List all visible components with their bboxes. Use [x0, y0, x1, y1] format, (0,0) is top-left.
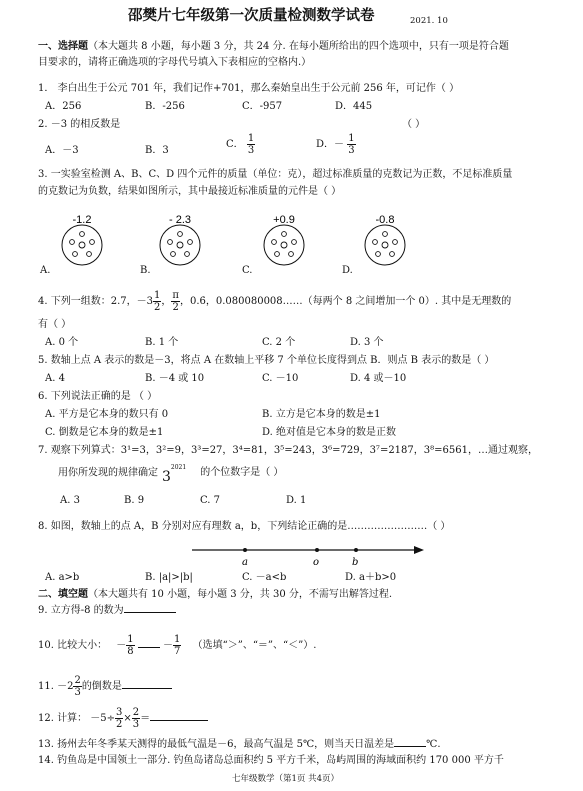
fraction: $\frac{1}{7}$: [174, 634, 181, 657]
answer-blank[interactable]: [122, 688, 172, 689]
page-footer: 七年级数学（第1页 共4页）: [232, 774, 340, 784]
q1-option-d: D．445: [335, 101, 373, 112]
component-c-outline: [264, 225, 304, 265]
q3-option-b: B.: [140, 265, 151, 276]
q1-option-c: C．-957: [242, 101, 283, 112]
section1-intro: 一、选择题（本大题共 8 小题，每小题 3 分，共 24 分. 在每小题所给出的四个选项中，只有一项是符合题: [38, 41, 509, 52]
arrow-right-icon: [414, 546, 424, 554]
q6-stem: 6. 下列说法正确的是 （ ）: [38, 391, 158, 402]
q1-option-a: A．256: [45, 101, 82, 112]
q3-stem-line1: 3. 一实验室检测 A、B、C、D 四个元件的质量（单位：克），超过标准质量的克数记为正数，不足标准质量: [38, 169, 513, 180]
component-hole: [177, 242, 183, 248]
component-hole: [80, 232, 85, 237]
point-a-dot: [243, 548, 247, 552]
component-hole: [272, 240, 277, 245]
component-hole: [376, 252, 381, 257]
q2-stem: 2. －3 的相反数是: [38, 119, 121, 130]
q8-option-b: B. |a|>|b|: [145, 572, 193, 583]
fraction: $\frac{2}{3}$: [74, 675, 81, 698]
q7-option-c: C. 7: [200, 495, 221, 506]
q7-option-d: D. 1: [286, 495, 307, 506]
component-d-value: -0.8: [375, 214, 395, 226]
q11-stem: 11. －2 $\frac{2}{3}$ 的倒数是: [38, 672, 172, 702]
component-a: [62, 214, 102, 265]
q5-option-c: C. －10: [262, 373, 299, 384]
q4-stem-line2: 有（ ）: [38, 319, 72, 330]
q8-option-a: A. a>b: [45, 572, 80, 583]
point-b-label: b: [352, 557, 359, 568]
component-a-outline: [62, 225, 102, 265]
answer-blank[interactable]: [394, 746, 426, 747]
q3-option-c: C.: [242, 265, 253, 276]
q3-option-d: D.: [342, 265, 353, 276]
component-b-outline: [160, 225, 200, 265]
component-hole: [87, 252, 92, 257]
q8-option-d: D. a＋b>0: [345, 572, 397, 583]
q10-stem: 10. 比较大小： － $\frac{1}{8}$ － $\frac{1}{7}$ （选填“＞”、“＝”、“＜”）.: [38, 634, 317, 657]
component-hole: [171, 252, 176, 257]
q14-stem: 14. 钓鱼岛是中国领土一部分. 钓鱼岛诸岛总面积约 5 平方千米，岛屿周围的海域面积约 170 000 平方千: [38, 755, 504, 766]
q2-option-b: B．3: [145, 145, 169, 156]
component-hole: [73, 252, 78, 257]
section2-intro: 二、填空题（本大题共有 10 小题，每小题 3 分，共 30 分，不需写出解答过程.: [38, 589, 393, 600]
component-hole: [382, 242, 388, 248]
section1-intro-line2: 目要求的，请将正确选项的字母代号填入下表相应的空格内.）: [38, 57, 312, 68]
point-o-dot: [315, 548, 319, 552]
q7-stem-line2: 用你所发现的规律确定 $3^{2021}$ 的个位数字是（ ）: [58, 464, 284, 486]
fraction: $\frac{1}{8}$: [127, 634, 134, 657]
component-a-value: -1.2: [72, 214, 92, 226]
fraction: $\frac{1}{2}$: [154, 290, 161, 313]
q7-stem: 7. 观察下列算式：3¹=3，3²=9，3³=27，3⁴=81，3⁵=243，3⁶=729，3⁷=2187，3⁸=6561，…通过观察，: [38, 445, 538, 456]
component-hole: [90, 240, 95, 245]
q4-stem: 4. 下列一组数：2.7，－3 $\frac{1}{2}$ ， $\frac{\pi}{2}$ ，0.6̇，0.080080008……（每两个 8 之间增加一个 0）. 其中是无理数的: [38, 290, 512, 313]
answer-blank[interactable]: [138, 647, 160, 648]
exam-date: 2021. 10: [410, 16, 448, 26]
component-hole: [373, 240, 378, 245]
q6-option-a: A. 平方是它本身的数只有 0: [45, 409, 169, 420]
q4-option-c: C. 2 个: [262, 337, 296, 348]
q5-option-d: D. 4 或－10: [350, 373, 407, 384]
q7-option-b: B. 9: [124, 495, 145, 506]
section2-heading: 二、填空题: [38, 589, 88, 600]
point-a-label: a: [242, 557, 248, 568]
component-hole: [289, 252, 294, 257]
fraction: $\frac{1}{3}$: [247, 133, 255, 156]
answer-blank[interactable]: [150, 720, 208, 721]
component-hole: [292, 240, 297, 245]
point-b-dot: [354, 548, 358, 552]
q2-option-c: C． $\frac{1}{3}$: [226, 133, 255, 156]
component-c: [264, 214, 304, 265]
answer-blank[interactable]: [124, 612, 176, 613]
fraction: $\frac{2}{3}$: [132, 707, 140, 730]
component-hole: [275, 252, 280, 257]
q6-option-b: B. 立方是它本身的数是±1: [262, 409, 381, 420]
q4-option-b: B. 1 个: [145, 337, 179, 348]
point-o-label: o: [313, 557, 320, 568]
component-hole: [383, 232, 388, 237]
q2-option-d: D．－ $\frac{1}{3}$: [316, 133, 355, 156]
component-hole: [185, 252, 190, 257]
q4-option-d: D. 3 个: [350, 337, 384, 348]
q3-components-figure: [0, 205, 583, 285]
component-hole: [393, 240, 398, 245]
component-hole: [178, 232, 183, 237]
fraction: $\frac{\pi}{2}$: [172, 290, 179, 313]
component-hole: [390, 252, 395, 257]
component-c-value: +0.9: [273, 214, 295, 226]
fraction: $\frac{3}{2}$: [116, 707, 123, 730]
q5-stem: 5. 数轴上点 A 表示的数是－3，将点 A 在数轴上平移 7 个单位长度得到点 B．则点 B 表示的数是（ ）: [38, 355, 495, 366]
q4-option-a: A. 0 个: [45, 337, 79, 348]
component-d-outline: [365, 225, 405, 265]
page-title: 邵樊片七年级第一次质量检测数学试卷: [128, 8, 375, 24]
q8-number-line: [0, 538, 583, 574]
component-b-value: - 2.3: [168, 214, 192, 226]
q2-option-a: A．－3: [45, 145, 79, 156]
component-hole: [281, 242, 287, 248]
q6-option-c: C. 倒数是它本身的数是±1: [45, 427, 164, 438]
q7-option-a: A. 3: [60, 495, 80, 506]
component-hole: [70, 240, 75, 245]
component-hole: [282, 232, 287, 237]
q5-option-b: B. －4 或 10: [145, 373, 205, 384]
q2-answer-paren: （ ）: [402, 119, 426, 130]
q1-option-b: B．-256: [145, 101, 185, 112]
q5-option-a: A. 4: [45, 373, 65, 384]
q1-stem: 1． 李白出生于公元 701 年，我们记作+701，那么秦始皇出生于公元前 256 年，可记作（ ）: [38, 83, 460, 94]
fraction: $\frac{1}{3}$: [348, 133, 355, 156]
q3-stem-line2: 的克数记为负数，结果如图所示，其中最接近标准质量的元件是（ ）: [38, 186, 342, 197]
q3-option-a: A.: [40, 265, 51, 276]
component-hole: [188, 240, 193, 245]
q6-option-d: D. 绝对值是它本身的数是正数: [262, 427, 397, 438]
component-hole: [79, 242, 85, 248]
component-d: [365, 214, 405, 265]
component-hole: [168, 240, 173, 245]
q9-stem: 9. 立方得-8 的数为: [38, 604, 176, 617]
component-b: [160, 214, 200, 265]
q13-stem: 13. 扬州去年冬季某天测得的最低气温是－6，最高气温是 5℃，则当天日温差是 ℃.: [38, 739, 441, 750]
q8-stem: 8. 如图，数轴上的点 A，B 分别对应有理数 a，b，下列结论正确的是……………………（ ）: [38, 521, 451, 532]
section1-heading: 一、选择题: [38, 41, 88, 52]
q12-stem: 12. 计算： －5÷ $\frac{3}{2}$ × $\frac{2}{3}$ ＝: [38, 704, 208, 734]
q8-option-c: C. －a<b: [242, 572, 287, 583]
